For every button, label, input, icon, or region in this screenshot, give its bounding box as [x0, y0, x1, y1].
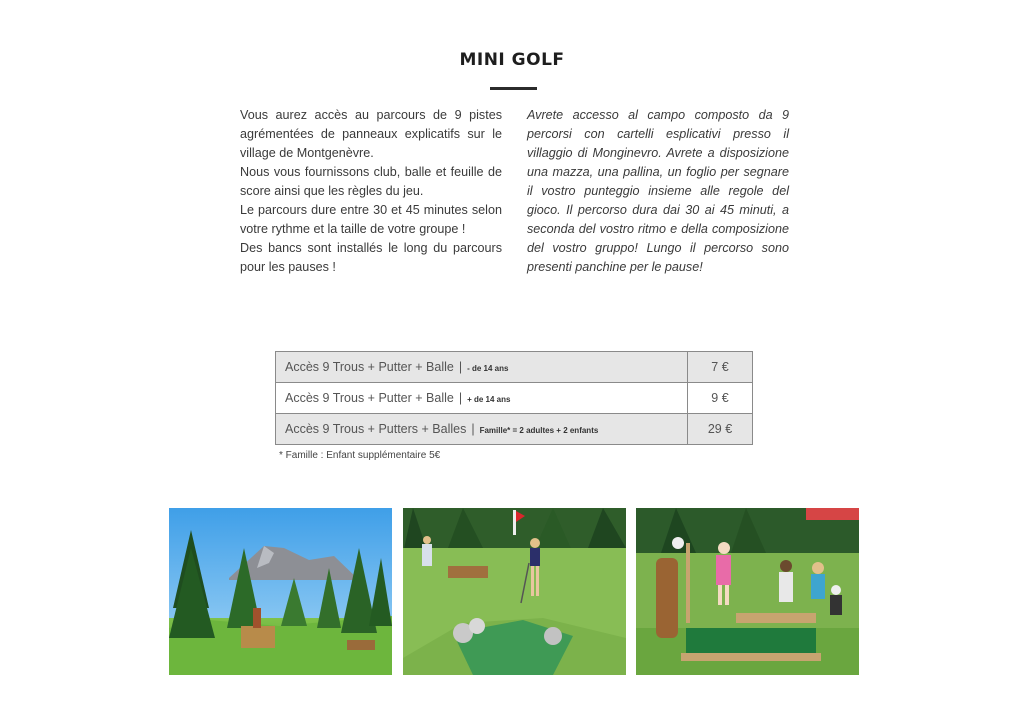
price-separator: |: [458, 360, 463, 374]
price-value: 7 €: [688, 352, 753, 383]
price-value: 29 €: [688, 414, 753, 445]
table-row: [276, 352, 753, 383]
table-row: [276, 383, 753, 414]
price-separator: |: [471, 422, 475, 436]
photo-mountain-course: [169, 508, 392, 675]
description-it-text: Avrete accesso al campo composto da 9 percorsi con cartelli esplicativi presso il villaggio di Monginevro. Avrete a disposizione una mazza, una pallina, un foglio per segnare il vostro punteggio insieme alle regole del gioco. Il percorso dura dai 30 ai 45 minuti, a seconda del vostro ritmo e della composizione del vostro gruppo! Lungo il percorso sono presenti panchine per le pause!: [527, 108, 789, 274]
price-description: [276, 383, 688, 414]
description-fr-line-3: Le parcours dure entre 30 et 45 minutes selon votre rythme et la taille de votre groupe !: [240, 203, 502, 236]
table-row: [276, 414, 753, 445]
price-table: [275, 351, 753, 445]
price-separator: |: [458, 391, 463, 405]
price-label: Accès 9 Trous + Putters + Balles: [285, 422, 467, 436]
price-tag: Famille* = 2 adultes + 2 enfants: [479, 426, 599, 435]
price-value: 9 €: [688, 383, 753, 414]
page-title: MINI GOLF: [459, 50, 565, 70]
description-fr-line-1: Vous aurez accès au parcours de 9 pistes agrémentées de panneaux explicatifs sur le village de Montgenèvre.: [240, 108, 502, 160]
description-french: [240, 106, 502, 277]
photo-girl-putting: [403, 508, 626, 675]
description-italian: [527, 106, 789, 277]
price-tag: + de 14 ans: [467, 395, 511, 404]
title-underline: [490, 87, 537, 90]
description-fr-line-4: Des bancs sont installés le long du parcours pour les pauses !: [240, 241, 502, 274]
price-description: [276, 352, 688, 383]
description-fr-line-2: Nous vous fournissons club, balle et feuille de score ainsi que les règles du jeu.: [240, 165, 502, 198]
price-label: Accès 9 Trous + Putter + Balle: [285, 391, 454, 405]
photo-children-playing: [636, 508, 859, 675]
price-tag: - de 14 ans: [467, 364, 509, 373]
price-description: [276, 414, 688, 445]
footnote: * Famille : Enfant supplémentaire 5€: [279, 450, 441, 461]
price-label: Accès 9 Trous + Putter + Balle: [285, 360, 454, 374]
